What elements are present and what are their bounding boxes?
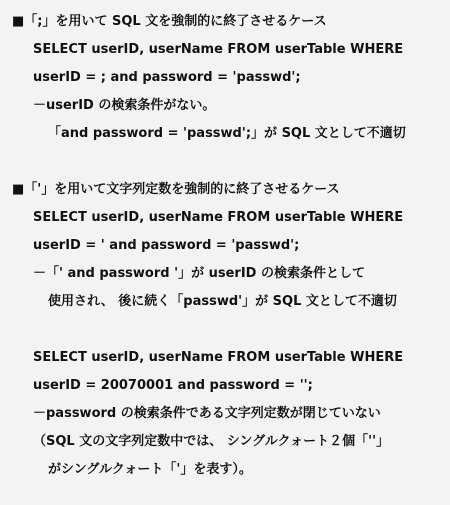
section2-note-line-1: －「' and password '」が userID の検索条件として (33, 266, 365, 281)
section1-sql-line-2: userID = ; and password = 'passwd'; (33, 70, 301, 85)
section1-note-line-1: －userID の検索条件がない。 (33, 98, 216, 113)
section3-note-line-2: （SQL 文の文字列定数中では、 シングルクォート２個「''」 (33, 434, 390, 449)
section1-note-line-2: 「and password = 'passwd';」が SQL 文として不適切 (48, 126, 406, 141)
section3-sql-line-2: userID = 20070001 and password = ''; (33, 378, 313, 393)
section1-heading: ■「;」を用いて SQL 文を強制的に終了させるケース (12, 14, 327, 29)
section3-note-line-1: －password の検索条件である文字列定数が閉じていない (33, 406, 381, 421)
section2-heading: ■「'」を用いて文字列定数を強制的に終了させるケース (12, 182, 340, 197)
section1-sql-line-1: SELECT userID, userName FROM userTable WHERE (33, 42, 404, 57)
section2-note-line-2: 使用され、 後に続く「passwd'」が SQL 文として不適切 (48, 294, 397, 309)
section3-sql-line-1: SELECT userID, userName FROM userTable WHERE (33, 350, 404, 365)
section2-sql-line-2: userID = ' and password = 'passwd'; (33, 238, 300, 253)
section3-note-line-3: がシングルクォート「'」を表す）。 (48, 462, 252, 477)
section2-sql-line-1: SELECT userID, userName FROM userTable WHERE (33, 210, 404, 225)
